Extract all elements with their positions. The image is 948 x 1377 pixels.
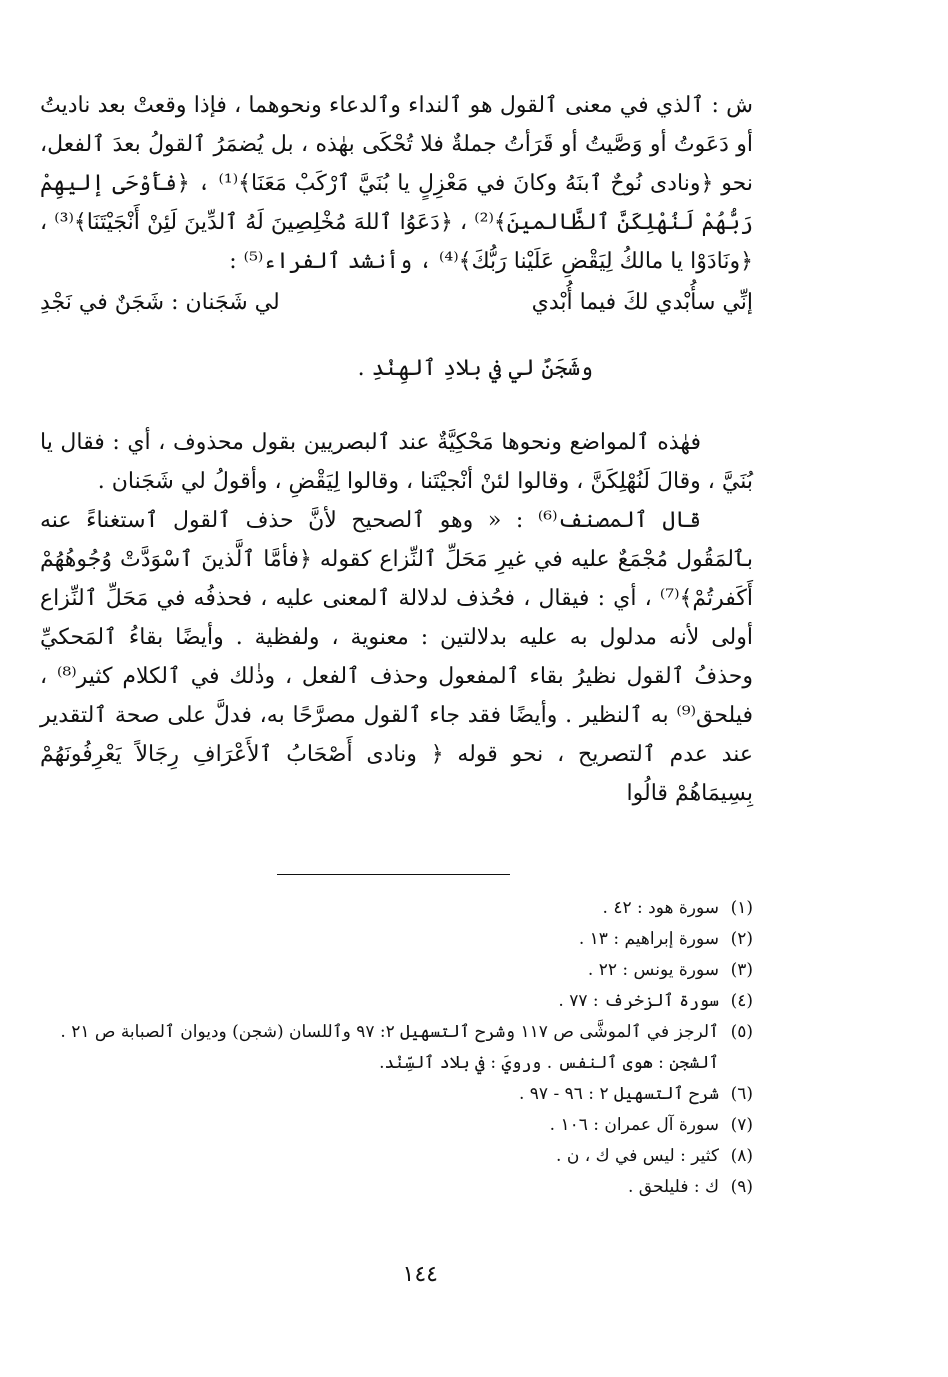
footnote-text: سورة هود : ٤٢ . xyxy=(602,898,719,918)
footnote-7 xyxy=(40,1110,753,1141)
main-text xyxy=(40,86,753,813)
footnote-number: (٩) xyxy=(730,1177,753,1197)
page-number: ١٤٤ xyxy=(402,1262,438,1287)
paragraph-2: فهٰذه ٱلمواضع ونحوها مَحْكِيَّةٌ عند ٱلبصريين بقول محذوف ، أي : فقال يا بُنَيَّ ، وقالَ لَنُهْلِكَنَّ ، وقالوا لئنْ أنْجيْتَنا ، وقالوا لِيَقْضِ ، وأقولُ لي شَجَنان . xyxy=(40,430,753,494)
footnote-number: (٦) xyxy=(730,1084,753,1104)
footnote-number: (٣) xyxy=(730,960,753,980)
verse-second-hemistich: لي شَجَنان : شَجَنٌ في نَجْدِ xyxy=(40,290,280,315)
footnote-text: سورة ٱلزخرف : ٧٧ . xyxy=(558,991,719,1011)
verse-first-hemistich: إنِّي سأُبْدي لكَ فيما أُبْدي xyxy=(531,290,753,315)
footnote-2 xyxy=(40,924,753,955)
footnote-text: سورة إبراهيم : ١٣ . xyxy=(578,929,719,949)
footnote-number: (٤) xyxy=(730,991,753,1011)
paragraph-3: قال ٱلمصنف⁽⁶⁾ : « وهو ٱلصحيح لأنَّ حذف ٱلقول ٱستغناءً عنه بٱلمَقُول مُجْمَعٌ عليه في غيرِ مَحَلِّ ٱلنِّزاع كقوله ﴿فأمَّا ٱلَّذينَ ٱسْوَدَّتْ وُجُوهُهُمْ أَكَفرتُمْ﴾⁽⁷⁾ ، أي : فيقال ، فحُذف لدلالة ٱلمعنى عليه ، فحذفُه في مَحَلِّ ٱلنِّزاع أولى لأنه مدلول به عليه بدلالتين : معنوية ، ولفظية . وأيضًا بقاءُ ٱلمَحكيِّ وحذفُ ٱلقول نظيرُ بقاء ٱلمفعول وحذف ٱلفعل ، وذٰلك في ٱلكلام كثير⁽⁸⁾ ، فيلحق⁽⁹⁾ به ٱلنظير . وأيضًا فقد جاء ٱلقول مصرَّحًا به، فدلَّ على صحة ٱلتقدير عند عدم ٱلتصريح ، نحو قوله ﴿ ونادى أَصْحَابُ ٱلأَعْرَافِ رِجَالاً يَعْرِفُونَهُمْ بِسِيمَاهُمْ قالُوا xyxy=(40,508,754,806)
footnote-number: (٥) xyxy=(730,1022,753,1042)
footnote-9 xyxy=(40,1172,753,1203)
footnote-3 xyxy=(40,955,753,986)
footnote-1 xyxy=(40,893,753,924)
footnote-text: ٱلرجز في ٱلموشَّى ص ١١٧ وشرح ٱلتسهيل ٢: ٩٧ وٱللسان (شجن) وديوان ٱلصبابة ص ٢١ . ٱلشجن : هوى ٱلنفس . ورويَ : في بلاد ٱلسِّنْد. xyxy=(60,1022,719,1073)
footnote-5 xyxy=(40,1017,753,1079)
footnote-text: سورة آل عمران : ١٠٦ . xyxy=(549,1115,719,1135)
footnote-8 xyxy=(40,1141,753,1172)
footnote-separator xyxy=(277,874,510,875)
paragraph-1: ش : ٱلذي في معنى ٱلقول هو ٱلنداء وٱلدعاء ونحوهما ، فإذا وقعتْ بعد ناديتُ أو دَعَوتُ أو وَصَّيتُ أو قَرَأتُ جملةٌ فلا تُحْكَى بهٰذه ، بل يُضمَرُ ٱلقولُ بعدَ ٱلفعل، نحو ﴿ونادى نُوحٌ ٱبنَهُ وكانَ في مَعْزِلٍ يا بُنَيَّ ٱرْكَبْ مَعَنَا﴾⁽¹⁾ ، ﴿فأَوْحَى إليهِمْ رَبُّهُمْ لَنُهْلِكَنَّ ٱلظَّالمينَ﴾⁽²⁾ ، ﴿دَعَوُا ٱللهَ مُخْلِصِينَ لَهُ ٱلدِّينَ لَئِنْ أَنْجَيْتَنَا﴾⁽³⁾ ، ﴿ونَادَوْا يا مالكُ لِيَقْضِ عَلَيْنا رَبُّكَ﴾⁽⁴⁾ ، وأنشد ٱلفراء⁽⁵⁾ : xyxy=(40,93,754,274)
book-page xyxy=(40,0,753,1377)
footnote-4 xyxy=(40,986,753,1017)
footnote-text: شرح ٱلتسهيل ٢ : ٩٦ - ٩٧ . xyxy=(518,1084,719,1104)
footnote-number: (٧) xyxy=(730,1115,753,1135)
footnotes xyxy=(40,893,753,1203)
poetry-verse xyxy=(40,283,753,423)
footnote-text: ك : فليلحق . xyxy=(627,1177,719,1197)
footnote-number: (٢) xyxy=(730,929,753,949)
footnote-text: كثير : ليس في ك ، ن . xyxy=(556,1146,719,1166)
footnote-number: (٨) xyxy=(730,1146,753,1166)
footnote-6 xyxy=(40,1079,753,1110)
footnote-text: سورة يونس : ٢٢ . xyxy=(587,960,719,980)
verse-second-line: وشَجَنٌ لي في بلادِ ٱلهِنْدِ . xyxy=(357,356,593,381)
footnote-number: (١) xyxy=(730,898,753,918)
